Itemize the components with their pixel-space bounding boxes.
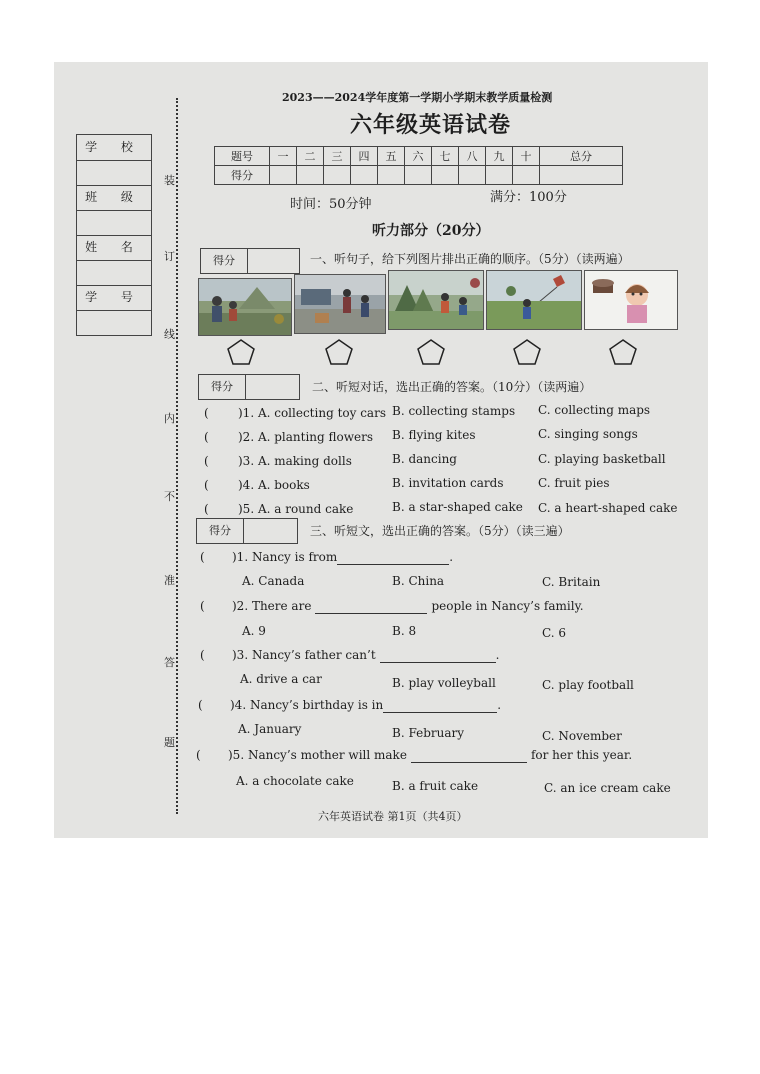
answer-pentagon-5[interactable] [608,338,638,366]
question-no: 七 [432,147,459,166]
question-end: people in Nancy’s family. [431,599,584,613]
binding-char: 内 [164,412,175,425]
part2-instruction: 二、听短对话，选出正确的答案。（10分）（读两遍） [312,380,592,394]
class-field[interactable] [77,210,151,236]
binding-char: 不 [164,490,175,503]
score-box-3[interactable] [196,518,298,544]
score-cell[interactable] [297,166,324,185]
question-text: )1. A. collecting toy cars [238,406,386,420]
name-field[interactable] [77,260,151,286]
question-no: 十 [513,147,540,166]
question-end: . [495,648,500,662]
question-start: )2. There are [232,599,312,613]
option-b: B. a fruit cake [392,779,479,793]
score-cell[interactable] [459,166,486,185]
score-cell[interactable] [486,166,513,185]
option-b: B. invitation cards [392,476,504,490]
picture-2 [294,274,386,334]
question-end: for her this year. [530,748,633,762]
option-c: C. an ice cream cake [544,781,671,795]
exam-time: 时间：50分钟 [290,197,372,212]
question-end: . [497,698,502,712]
score-table [214,146,623,185]
option-c: C. singing songs [538,427,638,441]
exam-subtitle: 2023——2024学年度第一学期小学期末教学质量检测 [282,91,553,104]
student-no-label: 学 号 [77,285,151,311]
answer-paren[interactable]: ( [204,454,209,468]
question-no: 三 [324,147,351,166]
question-end: . [449,550,454,564]
question-no: 九 [486,147,513,166]
page-footer: 六年英语试卷 第1页（共4页） [318,810,468,823]
answer-paren[interactable]: ( [200,550,205,564]
picture-5 [584,270,678,330]
score-cell[interactable] [270,166,297,185]
school-field[interactable] [77,160,151,186]
answer-pentagon-1[interactable] [226,338,256,366]
question-text [228,748,632,763]
option-a: A. Canada [242,574,305,588]
option-c: C. a heart-shaped cake [538,501,678,515]
answer-paren[interactable]: ( [198,698,203,712]
question-start: )4. Nancy’s birthday is in [230,698,384,712]
option-b: B. 8 [392,624,417,638]
question-text [232,550,453,565]
exam-title: 六年级英语试卷 [350,112,512,138]
total-label: 总分 [540,147,623,166]
total-score-cell[interactable] [540,166,623,185]
question-text: )4. A. books [238,478,310,492]
option-c: C. November [542,729,622,743]
answer-paren[interactable]: ( [204,478,209,492]
moving-illustration [295,275,385,333]
question-no-label: 题号 [215,147,270,166]
question-text [232,648,499,663]
question-start: )5. Nancy’s mother will make [228,748,407,762]
option-b: B. China [392,574,445,588]
full-score: 满分：100分 [490,190,567,205]
question-text: )5. A. a round cake [238,502,354,516]
part1-instruction: 一、听句子，给下列图片排出正确的顺序。（5分）（读两遍） [310,252,630,266]
score-box-2[interactable] [198,374,300,400]
exam-page [54,62,708,838]
binding-char: 准 [164,574,175,587]
option-b: B. a star-shaped cake [392,500,523,514]
answer-paren[interactable]: ( [200,648,205,662]
question-no: 四 [351,147,378,166]
answer-paren[interactable]: ( [196,748,201,762]
option-b: B. February [392,726,465,740]
option-b: B. flying kites [392,428,476,442]
answer-blank[interactable] [337,550,449,565]
score-box-label: 得分 [197,519,244,543]
score-box-label: 得分 [199,375,246,399]
student-info-box [76,134,152,336]
binding-char: 答 [164,656,175,669]
question-no: 二 [297,147,324,166]
question-no: 一 [270,147,297,166]
score-box-label: 得分 [201,249,248,273]
answer-pentagon-3[interactable] [416,338,446,366]
question-text [232,599,584,614]
answer-paren[interactable]: ( [204,430,209,444]
option-c: C. play football [542,678,634,692]
score-cell[interactable] [378,166,405,185]
question-no: 六 [405,147,432,166]
picnic-illustration [199,279,291,335]
binding-line [176,98,178,814]
answer-blank[interactable] [383,698,497,713]
answer-paren[interactable]: ( [200,599,205,613]
option-a: A. 9 [242,624,266,638]
option-b: B. collecting stamps [392,404,516,418]
binding-char: 订 [164,250,175,263]
score-box-1[interactable] [200,248,300,274]
score-cell[interactable] [324,166,351,185]
cake-girl-illustration [585,271,677,329]
answer-paren[interactable]: ( [204,502,209,516]
part3-instruction: 三、听短文，选出正确的答案。（5分）（读三遍） [310,524,570,538]
picture-1 [198,278,292,336]
option-a: A. a chocolate cake [236,774,354,788]
camping-illustration [389,271,483,329]
option-a: A. January [238,722,302,736]
question-start: )3. Nancy’s father can’t [232,648,376,662]
option-c: C. 6 [542,626,567,640]
answer-blank[interactable] [315,599,427,614]
name-label: 姓 名 [77,235,151,261]
answer-pentagon-4[interactable] [512,338,542,366]
question-text [230,698,501,713]
score-cell[interactable] [351,166,378,185]
option-c: C. collecting maps [538,403,651,417]
question-text: )2. A. planting flowers [238,430,374,444]
question-start: )1. Nancy is from [232,550,338,564]
answer-paren[interactable]: ( [204,406,209,420]
score-cell[interactable] [405,166,432,185]
student-no-field[interactable] [77,310,151,334]
binding-char: 题 [164,736,175,749]
picture-3 [388,270,484,330]
question-no: 八 [459,147,486,166]
option-c: C. fruit pies [538,476,610,490]
question-text: )3. A. making dolls [238,454,352,468]
score-row-label: 得分 [215,166,270,185]
school-label: 学 校 [77,135,151,161]
answer-blank[interactable] [380,648,496,663]
score-cell[interactable] [513,166,540,185]
option-b: B. play volleyball [392,676,496,690]
binding-char: 装 [164,174,175,187]
listening-section-title: 听力部分（20分） [372,223,490,239]
class-label: 班 级 [77,185,151,211]
binding-char: 线 [164,328,175,341]
option-a: A. drive a car [240,672,322,686]
score-cell[interactable] [432,166,459,185]
option-b: B. dancing [392,452,457,466]
option-c: C. playing basketball [538,452,666,466]
answer-pentagon-2[interactable] [324,338,354,366]
answer-blank[interactable] [411,748,527,763]
kite-illustration [487,271,581,329]
question-no: 五 [378,147,405,166]
picture-4 [486,270,582,330]
option-c: C. Britain [542,575,601,589]
